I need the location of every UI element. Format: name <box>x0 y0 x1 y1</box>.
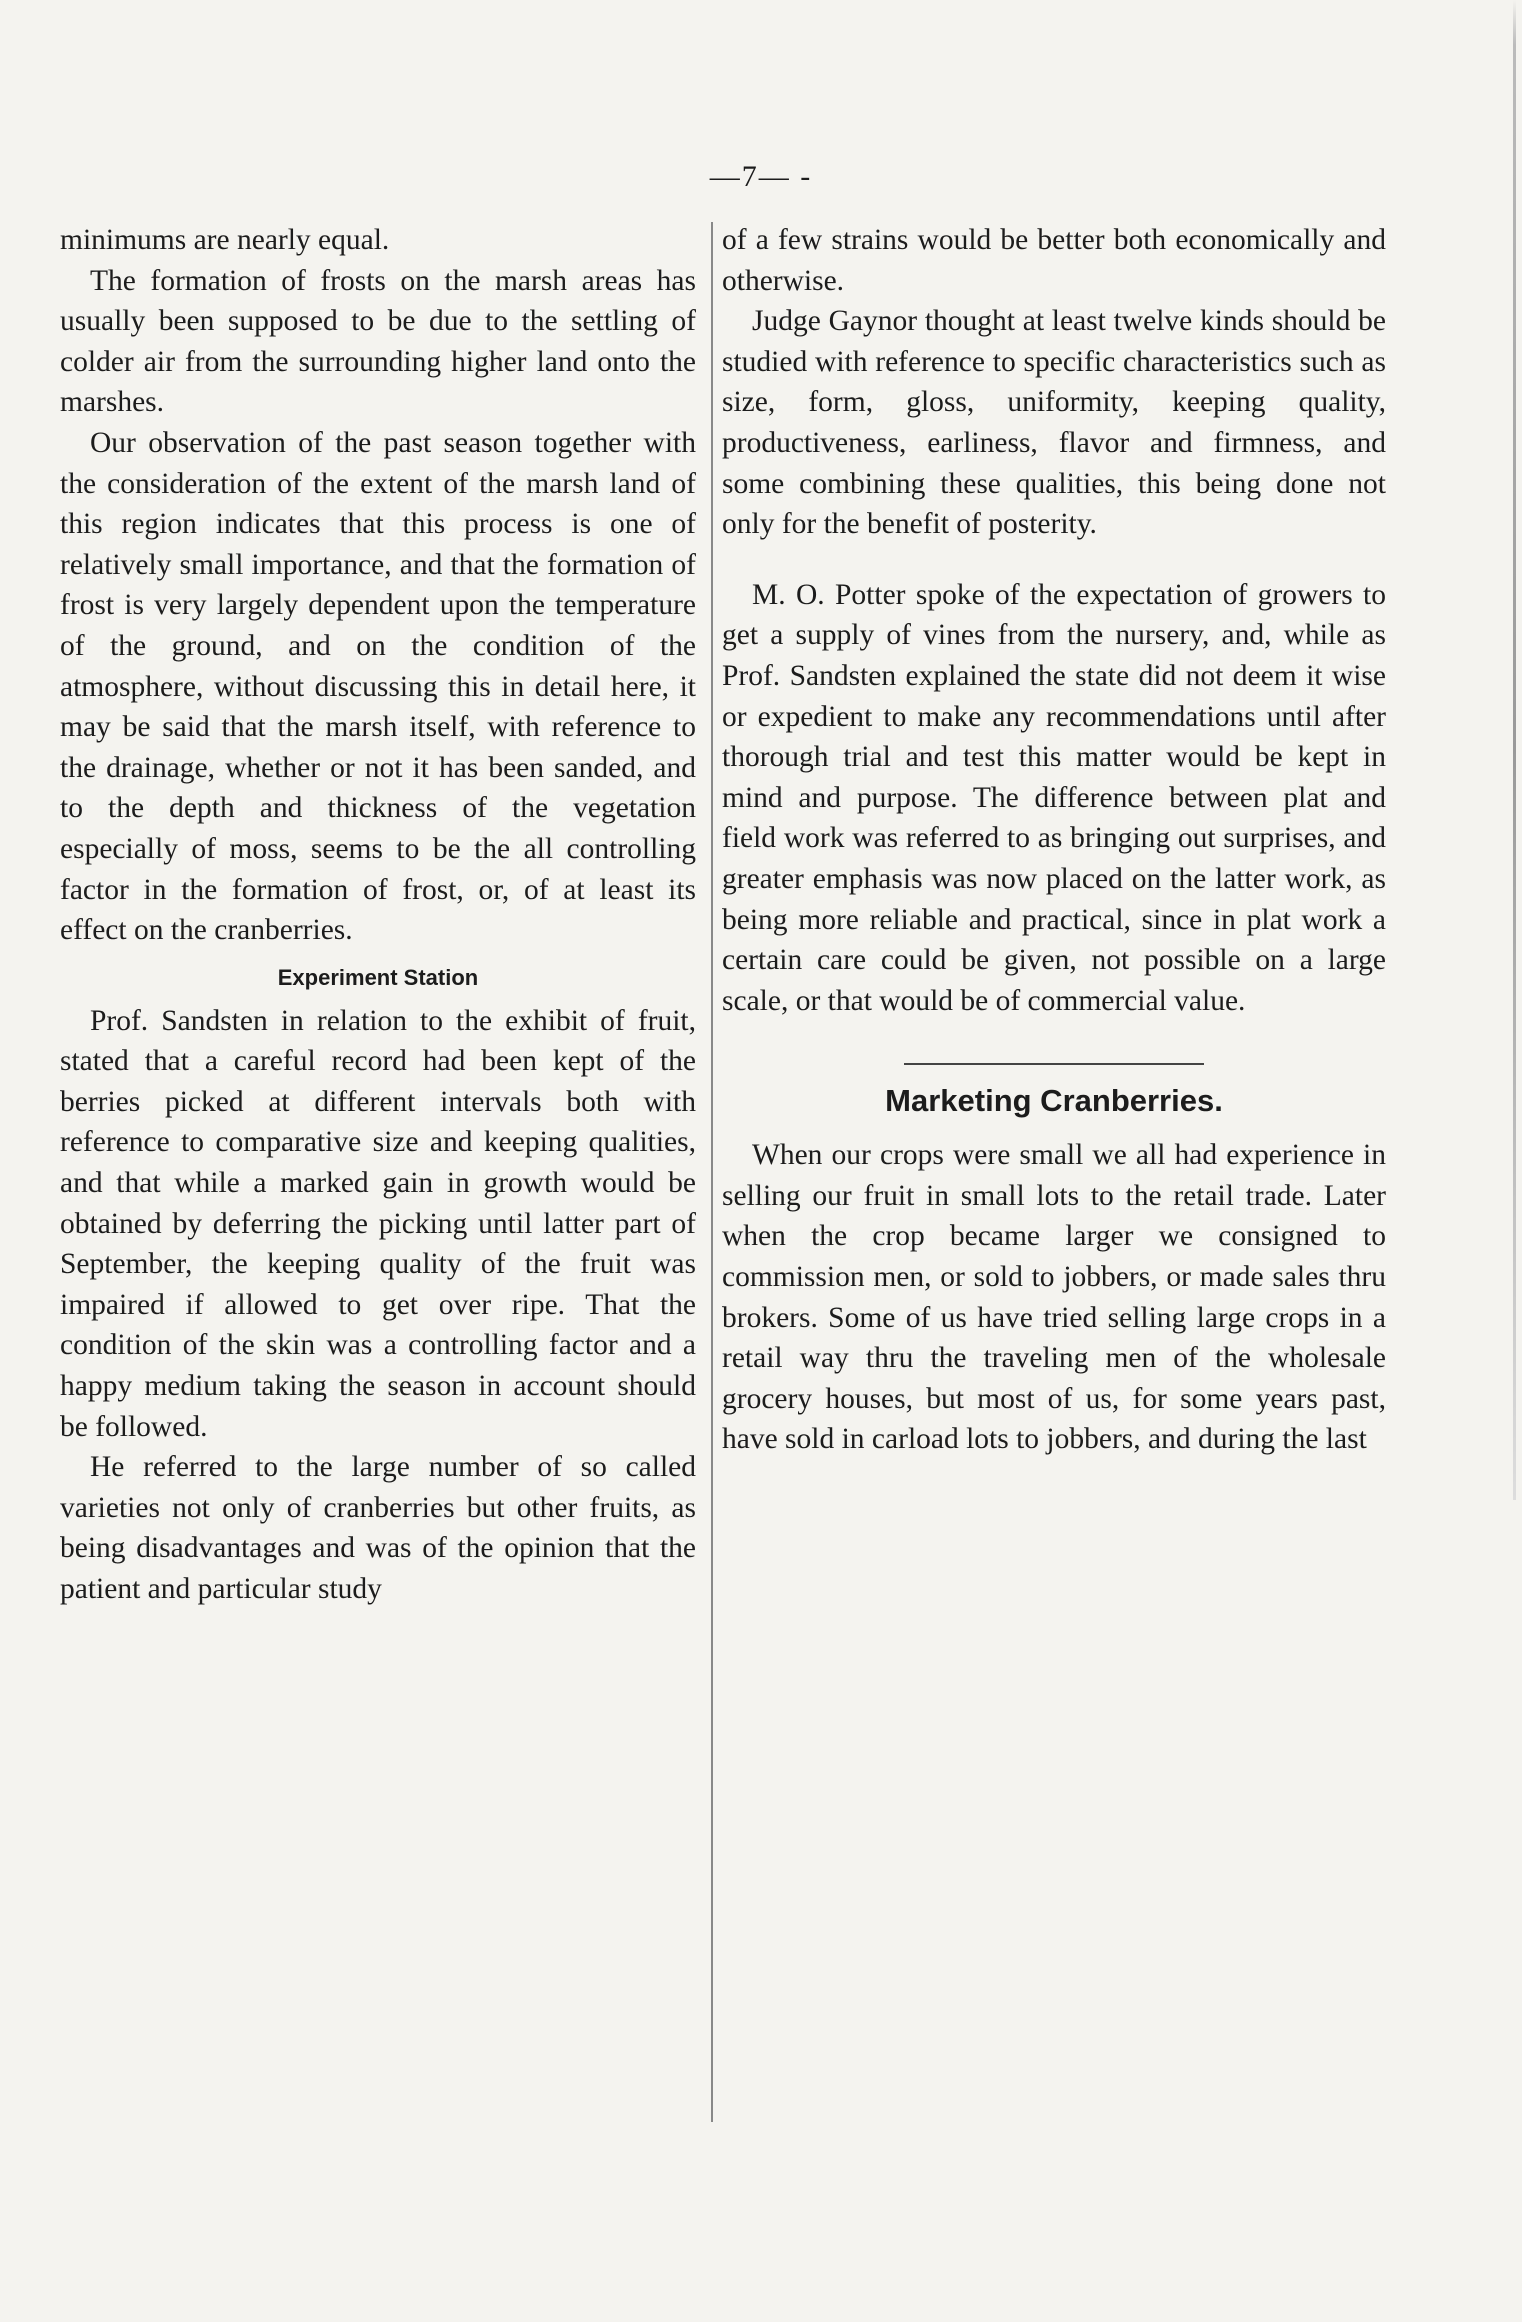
scan-edge <box>1513 0 1516 1500</box>
paragraph: When our crops were small we all had experience in selling our fruit in small lots to the retail trade. Later when the crop became larger we consigned to commission men, or sold to jobbers, or made sales thru brokers. Some of us have tried selling large crops in a retail way thru the traveling men of the wholesale grocery houses, but most of us, for some years past, have sold in carload lots to jobbers, and during the last <box>722 1139 1386 1456</box>
paragraph: of a few strains would be better both economically and otherwise. <box>722 224 1386 297</box>
subheading-experiment-station: Experiment Station <box>277 964 479 990</box>
paragraph: Prof. Sandsten in relation to the exhibit of fruit, stated that a careful record had been kept of the berries picked at different intervals both with reference to comparative size and keeping qualities, and that while a marked gain in growth would be obtained by deferring the picking until latter part of September, the keeping quality of the fruit was impaired if allowed to get over ripe. That the condition of the skin was a controlling factor and a happy medium taking the season in account should be followed. <box>60 1004 696 1443</box>
paragraph: He referred to the large number of so called varieties not only of cranberries but other fruits, as being disadvantages and was of the opinion that the patient and particular study <box>60 1451 696 1605</box>
section-divider <box>904 1063 1204 1065</box>
paragraph: minimums are nearly equal. <box>60 224 390 256</box>
column-divider <box>711 222 713 2122</box>
paragraph: Our observation of the past season together with the consideration of the extent of the marsh land of this region indicates that this process is one of relatively small importance, and that the formation of frost is very largely dependent upon the temperature of the ground, and on the condition of the atmosphere, without discussing this in detail here, it may be said that the marsh itself, with reference to the drainage, whether or not it has been sanded, and to the depth and thickness of the vegetation especially of moss, seems to be the all controlling factor in the formation of frost, or, of at least its effect on the cranberries. <box>60 426 696 947</box>
paragraph: M. O. Potter spoke of the expectation of growers to get a supply of vines from the nursery, and, while as Prof. Sandsten explained the state did not deem it wise or expedient to make any recommendations until after thorough trial and test this matter would be kept in mind and purpose. The difference between plat and field work was referred to as bringing out surprises, and greater emphasis was now placed on the latter work, as being more reliable and practical, since in plat work a certain care could be given, not possible on a large scale, or that would be of commercial value. <box>722 578 1386 1017</box>
left-column <box>60 220 696 1610</box>
heading-marketing-cranberries: Marketing Cranberries. <box>885 1083 1223 1119</box>
paragraph: Judge Gaynor thought at least twelve kinds should be studied with reference to specific characteristics such as size, form, gloss, uniformity, keeping quality, productiveness, earliness, flavor and firmness, and some combining these qualities, this being done not only for the benefit of posterity. <box>722 305 1386 541</box>
paragraph: The formation of frosts on the marsh areas has usually been supposed to be due to the settling of colder air from the surrounding higher land onto the marshes. <box>60 264 696 419</box>
page-number: —7— - <box>709 160 813 193</box>
right-column <box>722 220 1386 1460</box>
